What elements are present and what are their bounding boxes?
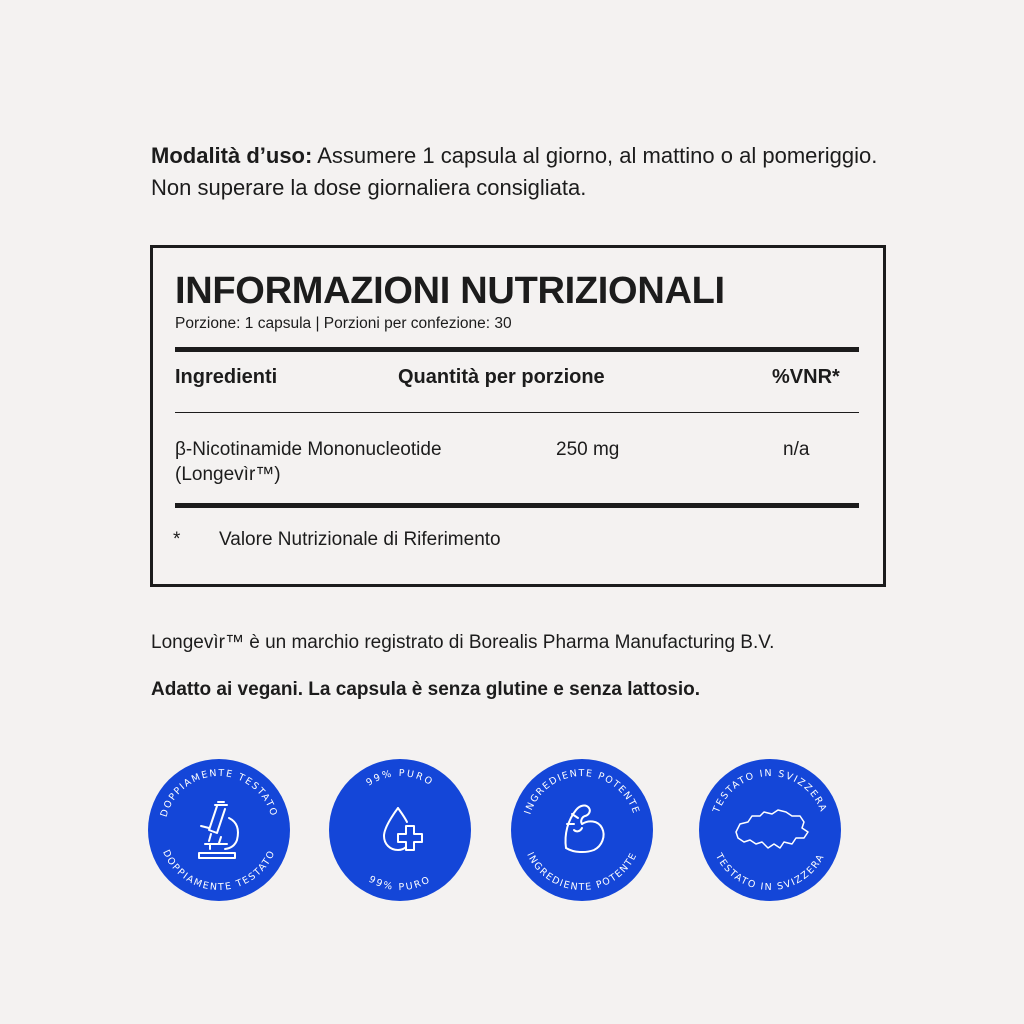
header-amount: Quantità per porzione (398, 366, 605, 388)
badge-double-tested-top: DOPPIAMENTE TESTATO (158, 767, 280, 819)
nutrition-title: INFORMAZIONI NUTRIZIONALI (175, 270, 725, 312)
badge-double-tested (147, 758, 291, 902)
badge-tested-switzerland (698, 758, 842, 902)
badge-potent-ingredient-bottom: INGREDIENTE POTENTE (524, 850, 640, 894)
badge-99-pure-bottom: 99% PURO (366, 873, 434, 894)
header-bottom-rule (175, 412, 859, 413)
ingredient-amount: 250 mg (556, 439, 620, 460)
table-bottom-rule (175, 503, 859, 508)
usage-text: Assumere 1 capsula al giorno, al mattino o al pomeriggio. Non superare la dose giornaliera consigliata. (151, 143, 878, 200)
header-top-rule (175, 347, 859, 352)
ingredient-name-line2: (Longevìr™) (175, 464, 281, 485)
serving-info: Porzione: 1 capsula | Porzioni per confezione: 30 (175, 315, 512, 332)
badge-potent-ingredient-top: INGREDIENTE POTENTE (522, 768, 642, 816)
usage-label: Modalità d’uso: (151, 143, 313, 168)
nutrition-panel (150, 245, 886, 587)
ingredient-name (175, 437, 442, 487)
ingredient-nrv: n/a (783, 439, 810, 460)
badge-99-pure-top: 99% PURO (364, 767, 436, 789)
header-ingredients: Ingredienti (175, 366, 278, 388)
badge-tested-switzerland-bottom: TESTATO IN SVIZZERA (712, 851, 828, 894)
footnote-mark: * (173, 529, 181, 550)
badge-tested-switzerland-top: TESTATO IN SVIZZERA (711, 767, 829, 815)
trademark-note: Longevìr™ è un marchio registrato di Borealis Pharma Manufacturing B.V. (151, 632, 775, 653)
footnote-text: Valore Nutrizionale di Riferimento (219, 529, 501, 550)
vegan-note: Adatto ai vegani. La capsula è senza glutine e senza lattosio. (151, 679, 701, 700)
usage-instructions (151, 140, 891, 204)
badge-potent-ingredient (510, 758, 654, 902)
header-nrv: %VNR* (772, 366, 840, 388)
ingredient-name-line1: β-Nicotinamide Mononucleotide (175, 439, 442, 460)
badge-double-tested-bottom: DOPPIAMENTE TESTATO (160, 848, 278, 894)
badge-99-pure (328, 758, 472, 902)
